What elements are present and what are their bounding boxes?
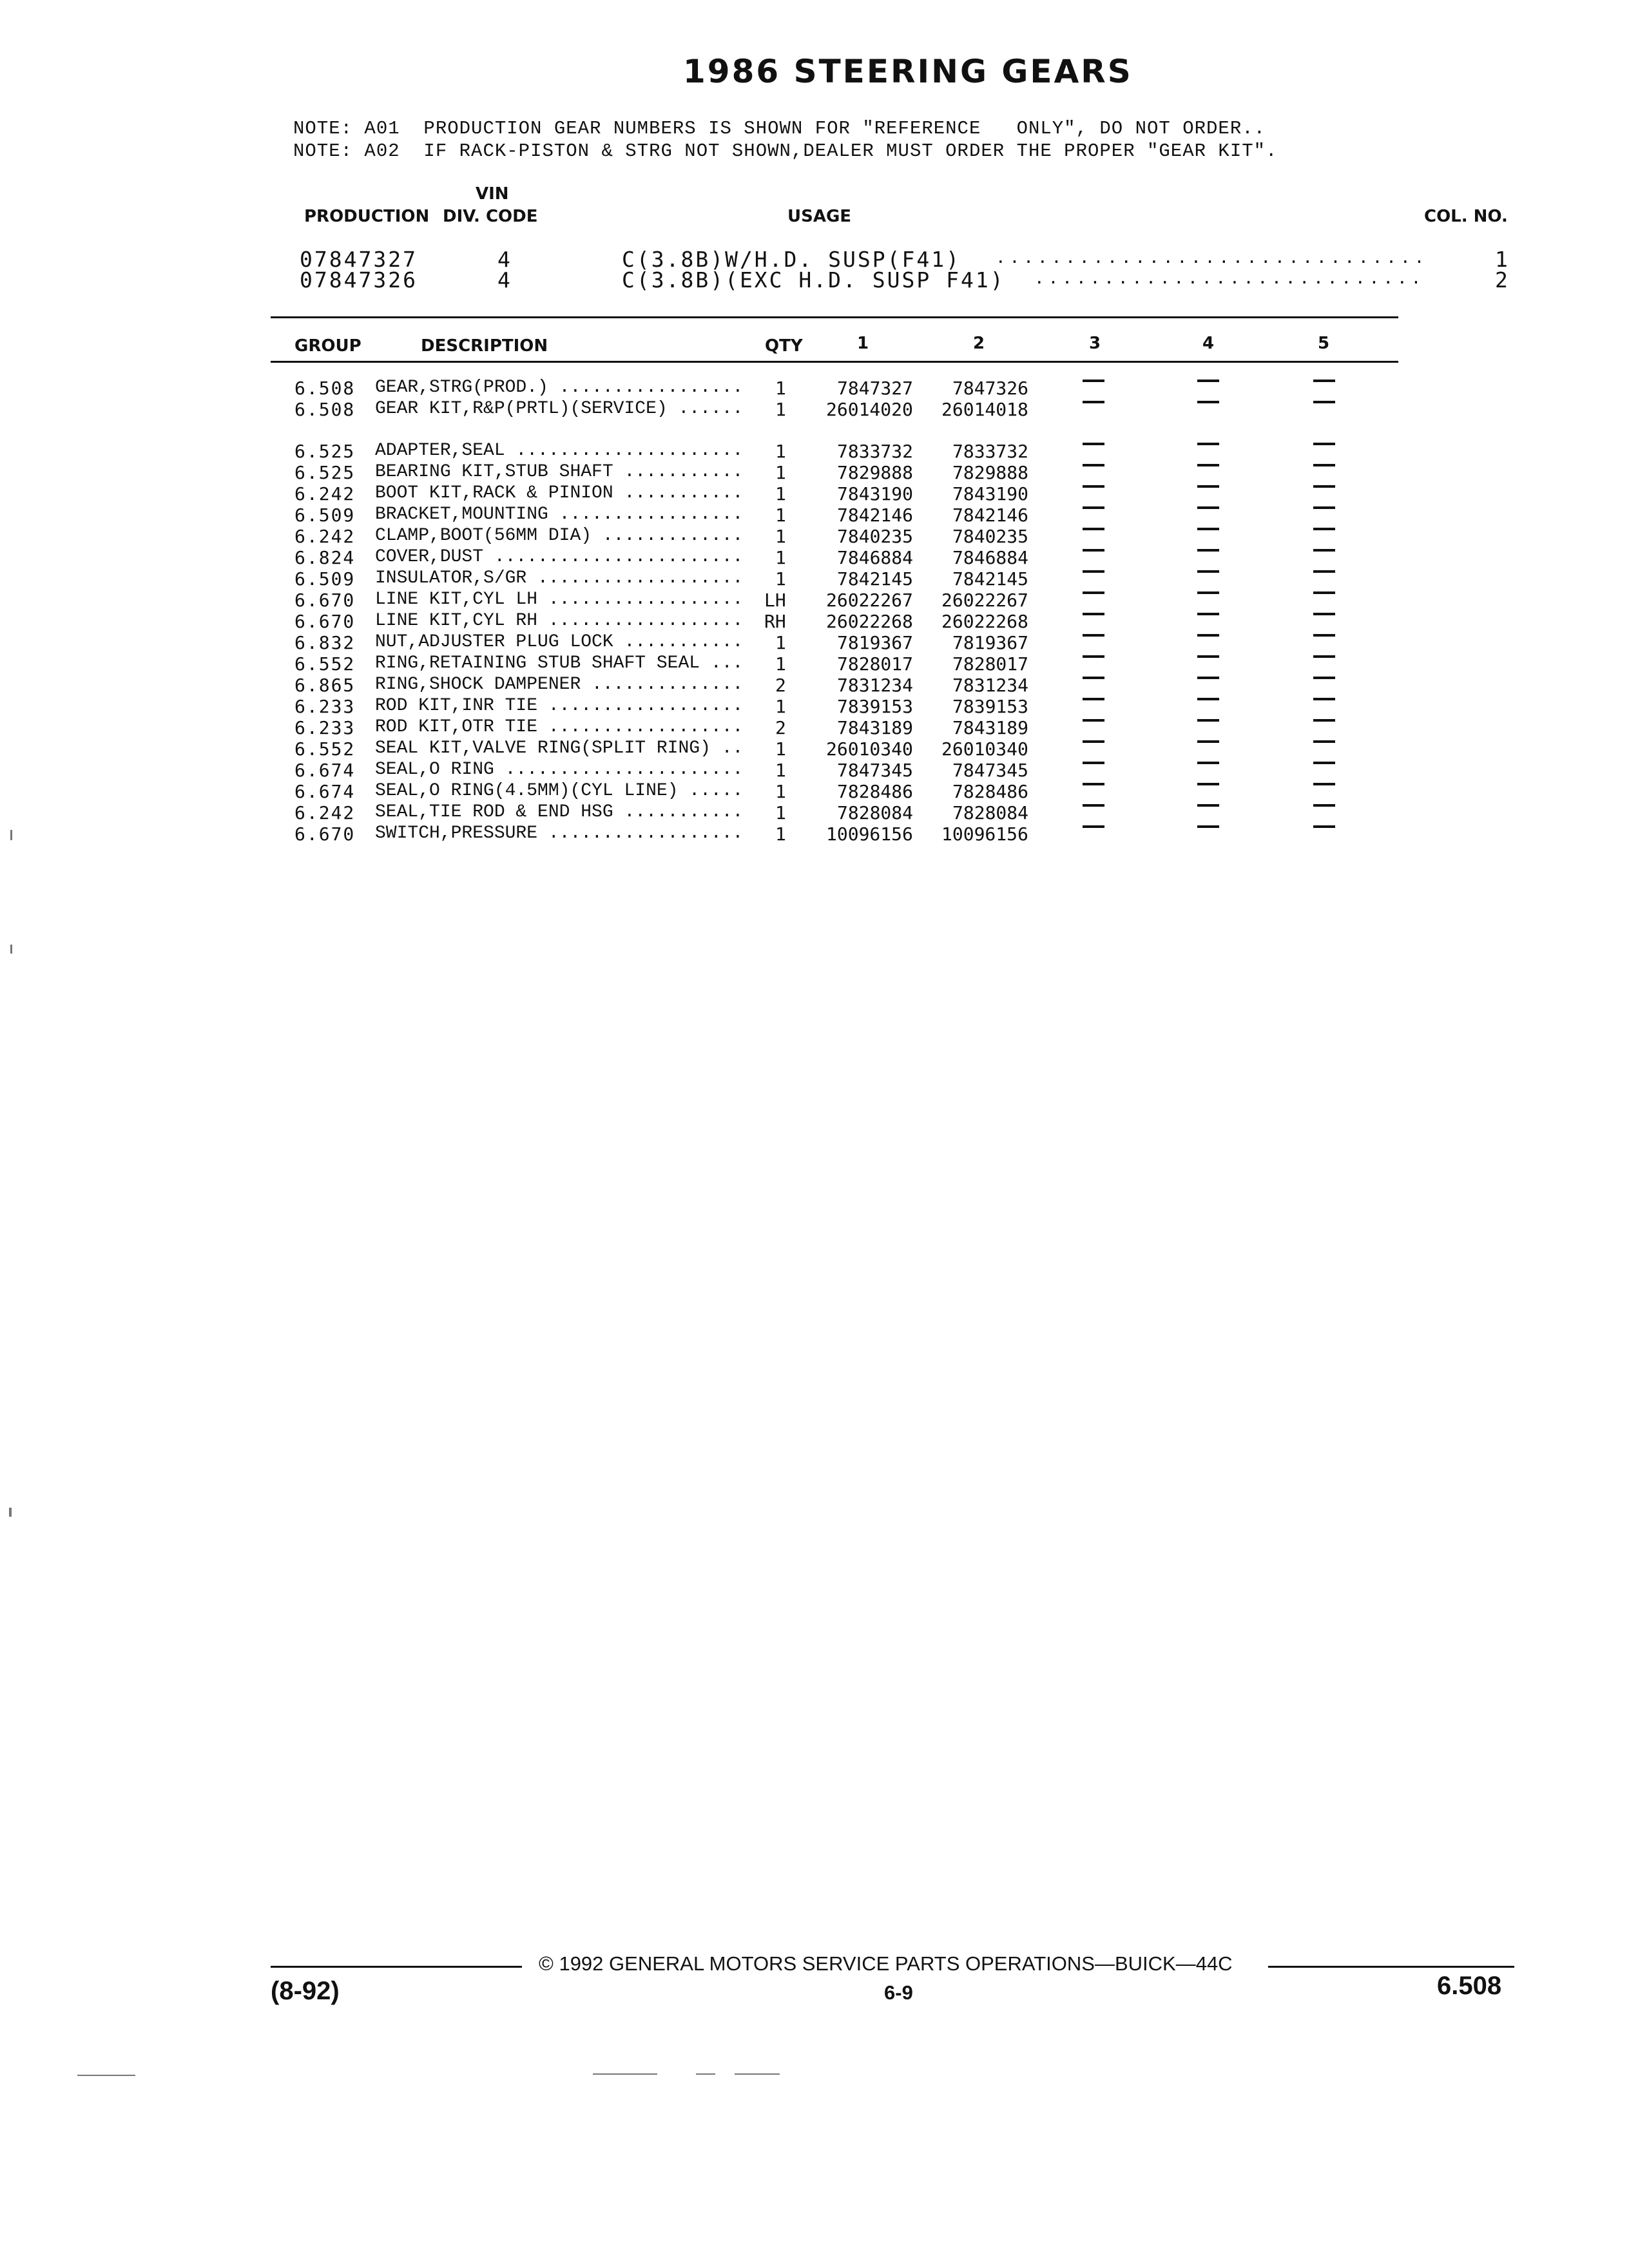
col4-dash — [1197, 655, 1219, 658]
col2-part-number: 7839153 — [952, 696, 1029, 717]
qty-cell: 1 — [775, 802, 786, 823]
page-number: 6-9 — [884, 1981, 913, 2004]
col3-dash — [1083, 825, 1104, 828]
usage-description: C(3.8B)W/H.D. SUSP(F41) — [622, 247, 961, 272]
qty-cell: 1 — [775, 399, 786, 420]
col1-part-number: 7819367 — [837, 632, 914, 653]
qty-cell: 1 — [775, 653, 786, 675]
qty-cell: 1 — [775, 781, 786, 802]
col4-dash — [1197, 804, 1219, 807]
qty-cell: RH — [764, 611, 786, 632]
col5-dash — [1313, 783, 1335, 785]
note-a02: NOTE: A02 IF RACK-PISTON & STRG NOT SHOWN,DEALER MUST ORDER THE PROPER "GEAR KIT". — [293, 140, 1278, 162]
col5-dash — [1313, 549, 1335, 552]
col1-part-number: 10096156 — [826, 823, 913, 845]
description-cell: BEARING KIT,STUB SHAFT ........... — [375, 462, 744, 482]
description-cell: GEAR,STRG(PROD.) ................. — [375, 378, 744, 398]
group-cell: 6.525 — [294, 462, 356, 483]
col4-dash — [1197, 570, 1219, 573]
col5-dash — [1313, 506, 1335, 509]
col2-part-number: 26022267 — [941, 590, 1028, 611]
col3-dash — [1083, 762, 1104, 764]
col5-dash — [1313, 443, 1335, 445]
col2-part-number: 7840235 — [952, 526, 1029, 547]
scan-speck — [77, 2075, 135, 2076]
col3-header: 3 — [1089, 334, 1101, 353]
col4-dash — [1197, 698, 1219, 700]
group-cell: 6.832 — [294, 632, 356, 653]
copyright-text: © 1992 GENERAL MOTORS SERVICE PARTS OPERATIONS—BUICK—44C — [539, 1952, 1233, 1975]
col1-part-number: 7828084 — [837, 802, 914, 823]
col4-dash — [1197, 549, 1219, 552]
qty-cell: 1 — [775, 760, 786, 781]
description-cell: NUT,ADJUSTER PLUG LOCK ........... — [375, 632, 744, 652]
col4-dash — [1197, 591, 1219, 594]
col4-dash — [1197, 485, 1219, 488]
group-cell: 6.865 — [294, 675, 356, 696]
div-code-header: DIV. CODE — [443, 207, 538, 226]
col2-part-number: 7819367 — [952, 632, 1029, 653]
col3-dash — [1083, 528, 1104, 530]
group-cell: 6.670 — [294, 590, 356, 611]
col2-part-number: 7828017 — [952, 653, 1029, 675]
description-cell: INSULATOR,S/GR ................... — [375, 568, 744, 588]
col4-dash — [1197, 634, 1219, 637]
description-cell: ROD KIT,INR TIE .................. — [375, 696, 744, 716]
col1-part-number: 7840235 — [837, 526, 914, 547]
col5-dash — [1313, 401, 1335, 403]
col5-dash — [1313, 762, 1335, 764]
group-cell: 6.233 — [294, 696, 356, 717]
group-cell: 6.674 — [294, 781, 356, 802]
col5-dash — [1313, 719, 1335, 722]
usage-leader-dots: ............................... — [996, 248, 1429, 267]
date-code: (8-92) — [271, 1977, 340, 2005]
qty-cell: 1 — [775, 526, 786, 547]
col2-part-number: 10096156 — [941, 823, 1028, 845]
col1-part-number: 26022268 — [826, 611, 913, 632]
group-cell: 6.508 — [294, 378, 356, 399]
col1-part-number: 7839153 — [837, 696, 914, 717]
group-cell: 6.670 — [294, 823, 356, 845]
vin-header: VIN — [476, 184, 509, 204]
usage-div: 4 — [497, 247, 512, 272]
col5-header: 5 — [1318, 334, 1330, 353]
description-cell: GEAR KIT,R&P(PRTL)(SERVICE) ...... — [375, 399, 744, 419]
qty-cell: 1 — [775, 547, 786, 568]
footer-rule-left — [271, 1966, 522, 1968]
col3-dash — [1083, 549, 1104, 552]
description-cell: COVER,DUST ....................... — [375, 547, 744, 567]
col4-dash — [1197, 506, 1219, 509]
group-cell: 6.242 — [294, 802, 356, 823]
col5-dash — [1313, 485, 1335, 488]
col4-dash — [1197, 762, 1219, 764]
group-cell: 6.508 — [294, 399, 356, 420]
col4-dash — [1197, 783, 1219, 785]
footer-rule-right — [1268, 1966, 1514, 1968]
col3-dash — [1083, 506, 1104, 509]
qty-cell: 2 — [775, 675, 786, 696]
col1-part-number: 7842146 — [837, 505, 914, 526]
col5-dash — [1313, 825, 1335, 828]
group-header: GROUP — [294, 336, 361, 356]
usage-description: C(3.8B)(EXC H.D. SUSP F41) — [622, 267, 1005, 293]
col2-part-number: 7846884 — [952, 547, 1029, 568]
col5-dash — [1313, 613, 1335, 615]
group-cell: 6.233 — [294, 717, 356, 738]
usage-col-no: 2 — [1495, 267, 1510, 293]
header-rule — [271, 361, 1398, 363]
col1-part-number: 26014020 — [826, 399, 913, 420]
usage-col-no: 1 — [1495, 247, 1510, 272]
col3-dash — [1083, 719, 1104, 722]
col2-part-number: 7831234 — [952, 675, 1029, 696]
qty-cell: 1 — [775, 505, 786, 526]
col1-part-number: 7847345 — [837, 760, 914, 781]
col5-dash — [1313, 634, 1335, 637]
col2-part-number: 7828084 — [952, 802, 1029, 823]
col3-dash — [1083, 677, 1104, 679]
usage-header: USAGE — [787, 207, 852, 226]
col5-dash — [1313, 740, 1335, 743]
qty-cell: LH — [764, 590, 786, 611]
col2-part-number: 7842145 — [952, 568, 1029, 590]
col2-part-number: 7833732 — [952, 441, 1029, 462]
usage-div: 4 — [497, 267, 512, 293]
col4-dash — [1197, 528, 1219, 530]
col3-dash — [1083, 443, 1104, 445]
col2-part-number: 26022268 — [941, 611, 1028, 632]
scan-speck — [696, 2073, 715, 2075]
group-cell: 6.525 — [294, 441, 356, 462]
col3-dash — [1083, 570, 1104, 573]
col1-part-number: 7842145 — [837, 568, 914, 590]
description-cell: LINE KIT,CYL RH .................. — [375, 611, 744, 631]
col3-dash — [1083, 380, 1104, 382]
group-cell: 6.509 — [294, 505, 356, 526]
col5-dash — [1313, 804, 1335, 807]
scan-speck — [10, 830, 12, 840]
description-cell: BRACKET,MOUNTING ................. — [375, 505, 744, 524]
col1-part-number: 7843190 — [837, 483, 914, 505]
col1-part-number: 7843189 — [837, 717, 914, 738]
col1-part-number: 7847327 — [837, 378, 914, 399]
scan-speck — [735, 2073, 780, 2075]
usage-production: 07847326 — [300, 267, 418, 293]
description-cell: SEAL KIT,VALVE RING(SPLIT RING) .. — [375, 738, 744, 758]
col1-part-number: 26022267 — [826, 590, 913, 611]
col4-dash — [1197, 825, 1219, 828]
col4-dash — [1197, 443, 1219, 445]
col3-dash — [1083, 591, 1104, 594]
production-header: PRODUCTION — [304, 207, 430, 226]
description-cell: RING,SHOCK DAMPENER .............. — [375, 675, 744, 695]
col3-dash — [1083, 464, 1104, 466]
group-cell: 6.670 — [294, 611, 356, 632]
col4-dash — [1197, 677, 1219, 679]
col5-dash — [1313, 655, 1335, 658]
description-cell: BOOT KIT,RACK & PINION ........... — [375, 483, 744, 503]
description-cell: SEAL,TIE ROD & END HSG ........... — [375, 802, 744, 822]
qty-cell: 2 — [775, 717, 786, 738]
col1-part-number: 7846884 — [837, 547, 914, 568]
qty-cell: 1 — [775, 378, 786, 399]
qty-cell: 1 — [775, 738, 786, 760]
col3-dash — [1083, 634, 1104, 637]
description-cell: SWITCH,PRESSURE .................. — [375, 823, 744, 843]
col1-part-number: 7828486 — [837, 781, 914, 802]
col1-part-number: 7833732 — [837, 441, 914, 462]
qty-cell: 1 — [775, 462, 786, 483]
description-cell: CLAMP,BOOT(56MM DIA) ............. — [375, 526, 744, 546]
col5-dash — [1313, 698, 1335, 700]
col1-header: 1 — [857, 334, 869, 353]
col-no-header: COL. NO. — [1424, 207, 1508, 226]
qty-cell: 1 — [775, 632, 786, 653]
qty-cell: 1 — [775, 823, 786, 845]
col5-dash — [1313, 677, 1335, 679]
col4-dash — [1197, 613, 1219, 615]
scan-speck — [9, 1508, 12, 1517]
col2-part-number: 7842146 — [952, 505, 1029, 526]
group-cell: 6.242 — [294, 483, 356, 505]
qty-cell: 1 — [775, 568, 786, 590]
group-cell: 6.509 — [294, 568, 356, 590]
col3-dash — [1083, 401, 1104, 403]
col4-dash — [1197, 719, 1219, 722]
col1-part-number: 7831234 — [837, 675, 914, 696]
scan-speck — [10, 945, 12, 954]
qty-cell: 1 — [775, 483, 786, 505]
col5-dash — [1313, 464, 1335, 466]
description-cell: SEAL,O RING(4.5MM)(CYL LINE) ..... — [375, 781, 744, 801]
col3-dash — [1083, 485, 1104, 488]
col2-header: 2 — [973, 334, 985, 353]
col2-part-number: 7843190 — [952, 483, 1029, 505]
qty-header: QTY — [765, 336, 803, 356]
description-header: DESCRIPTION — [421, 336, 548, 356]
description-cell: ROD KIT,OTR TIE .................. — [375, 717, 744, 737]
note-a01: NOTE: A01 PRODUCTION GEAR NUMBERS IS SHOWN FOR "REFERENCE ONLY", DO NOT ORDER.. — [293, 118, 1266, 139]
top-rule — [271, 316, 1398, 318]
col1-part-number: 7829888 — [837, 462, 914, 483]
usage-leader-dots: ............................ — [1034, 269, 1425, 288]
scan-speck — [593, 2073, 657, 2075]
description-cell: LINE KIT,CYL LH .................. — [375, 590, 744, 610]
description-cell: ADAPTER,SEAL ..................... — [375, 441, 744, 461]
col2-part-number: 7847345 — [952, 760, 1029, 781]
group-cell: 6.552 — [294, 653, 356, 675]
col2-part-number: 7829888 — [952, 462, 1029, 483]
group-cell: 6.552 — [294, 738, 356, 760]
col2-part-number: 26010340 — [941, 738, 1028, 760]
col3-dash — [1083, 613, 1104, 615]
col5-dash — [1313, 528, 1335, 530]
col2-part-number: 7828486 — [952, 781, 1029, 802]
col3-dash — [1083, 783, 1104, 785]
page-title: 1986 STEERING GEARS — [683, 53, 1133, 90]
col5-dash — [1313, 591, 1335, 594]
col2-part-number: 7847326 — [952, 378, 1029, 399]
col3-dash — [1083, 740, 1104, 743]
col5-dash — [1313, 380, 1335, 382]
col2-part-number: 26014018 — [941, 399, 1028, 420]
section-number: 6.508 — [1437, 1972, 1502, 2000]
description-cell: RING,RETAINING STUB SHAFT SEAL ... — [375, 653, 744, 673]
qty-cell: 1 — [775, 696, 786, 717]
group-cell: 6.242 — [294, 526, 356, 547]
col4-dash — [1197, 380, 1219, 382]
usage-production: 07847327 — [300, 247, 418, 272]
col4-dash — [1197, 464, 1219, 466]
col3-dash — [1083, 804, 1104, 807]
col1-part-number: 7828017 — [837, 653, 914, 675]
group-cell: 6.824 — [294, 547, 356, 568]
col3-dash — [1083, 655, 1104, 658]
col4-dash — [1197, 740, 1219, 743]
col2-part-number: 7843189 — [952, 717, 1029, 738]
col4-header: 4 — [1202, 334, 1215, 353]
col4-dash — [1197, 401, 1219, 403]
group-cell: 6.674 — [294, 760, 356, 781]
col3-dash — [1083, 698, 1104, 700]
col5-dash — [1313, 570, 1335, 573]
qty-cell: 1 — [775, 441, 786, 462]
col1-part-number: 26010340 — [826, 738, 913, 760]
description-cell: SEAL,O RING ...................... — [375, 760, 744, 780]
